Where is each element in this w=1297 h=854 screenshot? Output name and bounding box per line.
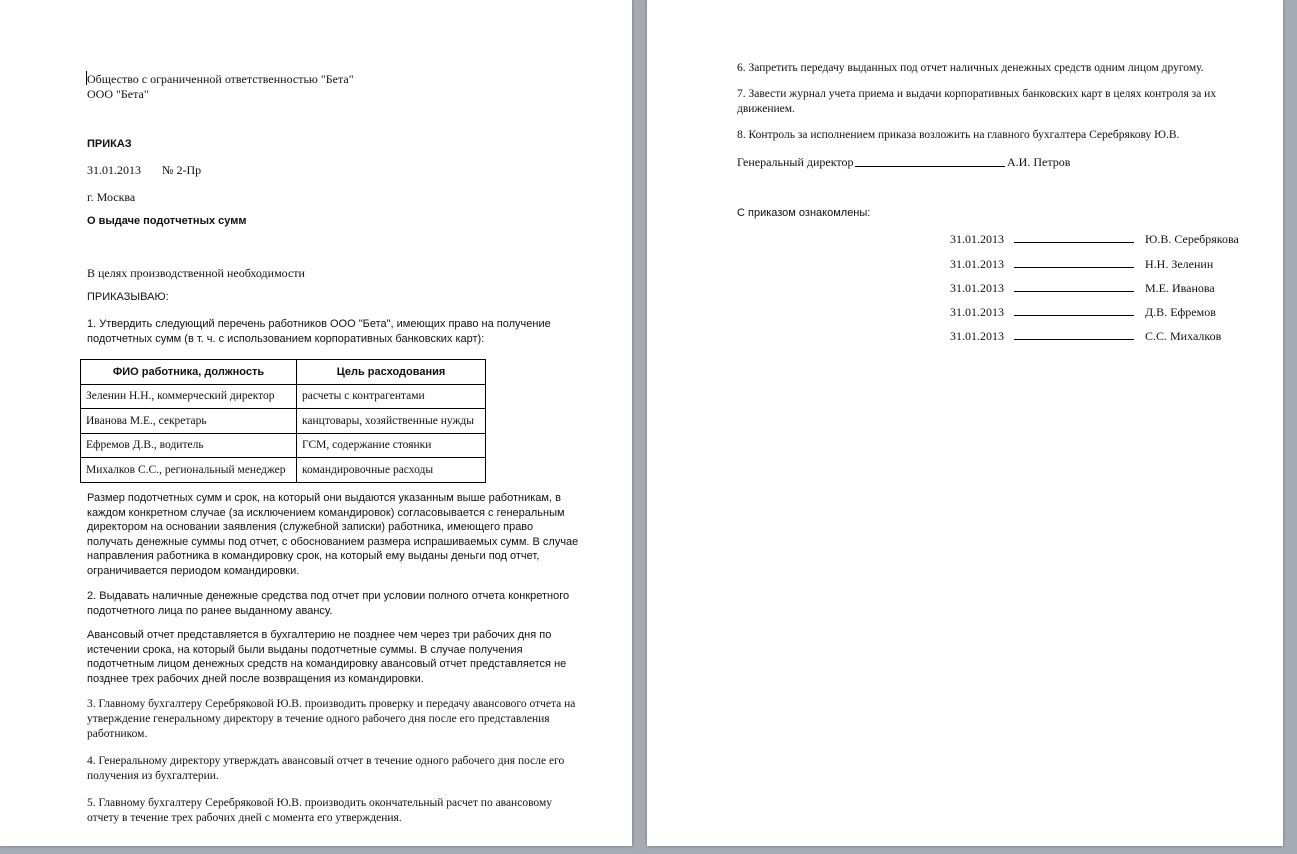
acquaint-name: Н.Н. Зеленин xyxy=(1145,257,1214,271)
acquaint-signature-line xyxy=(1014,291,1134,292)
purpose-cell: командировочные расходы xyxy=(297,458,486,483)
employees-table xyxy=(80,359,486,483)
signature-position: Генеральный директор xyxy=(737,155,854,169)
order-city: г. Москва xyxy=(87,190,136,204)
purpose-cell: ГСМ, содержание стоянки xyxy=(297,433,486,458)
employee-cell: Михалков С.С., региональный менеджер xyxy=(81,458,297,483)
signature-line xyxy=(855,166,1005,167)
column-header: ФИО работника, должность xyxy=(81,360,297,385)
acquainted-label: С приказом ознакомлены: xyxy=(737,207,871,219)
table-row xyxy=(81,409,486,434)
table-row xyxy=(81,433,486,458)
item-5: 5. Главному бухгалтеру Серебряковой Ю.В. производить окончательный расчет по авансовому отчету в течение трех рабочих дней с момента его утверждения. xyxy=(87,797,552,824)
order-subject: О выдаче подотчетных сумм xyxy=(87,215,247,227)
acquaint-signature-line xyxy=(1014,242,1134,243)
document-page-1 xyxy=(0,0,632,846)
order-purpose: В целях производственной необходимости xyxy=(87,266,305,280)
acquaint-date: 31.01.2013 xyxy=(950,329,1004,343)
order-number: № 2-Пр xyxy=(162,163,202,177)
order-date: 31.01.2013 xyxy=(87,163,141,177)
signature-name: А.И. Петров xyxy=(1007,155,1071,169)
acquaint-name: Ю.В. Серебрякова xyxy=(1145,232,1239,246)
paragraph-amount: Размер подотчетных сумм и срок, на который они выдаются указанным выше работникам, в каждом конкретном случае (за исключением командировок) согласовывается с генеральным директором на основании заявления (служебной записки) работника, имеющего право получать денежные суммы под отчет, с обоснованием размера испрашиваемых сумм. В случае направления работника в командировку срок, на который ему выданы деньги под отчет, ограничивается периодом командировки. xyxy=(87,492,579,577)
employee-cell: Ефремов Д.В., водитель xyxy=(81,433,297,458)
acquaint-date: 31.01.2013 xyxy=(950,305,1004,319)
item-1: 1. Утвердить следующий перечень работников ООО "Бета", имеющих право на получение подотчетных сумм (в т. ч. с использованием корпоративных банковских карт): xyxy=(87,318,551,345)
item-7: 7. Завести журнал учета приема и выдачи корпоративных банковских карт в целях контроля за их движением. xyxy=(737,88,1217,115)
org-short-name: ООО "Бета" xyxy=(87,87,149,101)
acquaint-signature-line xyxy=(1014,267,1134,268)
org-full-name: Общество с ограниченной ответственностью "Бета" xyxy=(87,72,354,86)
acquaint-signature-line xyxy=(1014,315,1134,316)
order-command: ПРИКАЗЫВАЮ: xyxy=(87,291,169,303)
item-4: 4. Генеральному директору утверждать авансовый отчет в течение одного рабочего дня после его получения из бухгалтерии. xyxy=(87,755,565,782)
item-8: 8. Контроль за исполнением приказа возложить на главного бухгалтера Серебрякову Ю.В. xyxy=(737,129,1180,141)
acquaint-date: 31.01.2013 xyxy=(950,281,1004,295)
employee-cell: Иванова М.Е., секретарь xyxy=(81,409,297,434)
column-header: Цель расходования xyxy=(297,360,486,385)
item-6: 6. Запретить передачу выданных под отчет наличных денежных средств одним лицом другому. xyxy=(737,62,1204,74)
table-header-row xyxy=(81,360,486,385)
acquaint-name: Д.В. Ефремов xyxy=(1145,305,1216,319)
table-row xyxy=(81,458,486,483)
purpose-cell: расчеты с контрагентами xyxy=(297,384,486,409)
paragraph-report: Авансовый отчет представляется в бухгалтерию не позднее чем через три рабочих дня по истечении срока, на который были выданы подотчетные суммы. В случае получения подотчетным лицом денежных средств на командировку авансовый отчет представляется не позднее трех рабочих дней после возвращения из командировки. xyxy=(87,629,567,685)
employee-cell: Зеленин Н.Н., коммерческий директор xyxy=(81,384,297,409)
acquaint-name: М.Е. Иванова xyxy=(1145,281,1215,295)
acquaint-signature-line xyxy=(1014,339,1134,340)
document-page-2 xyxy=(647,0,1283,846)
acquaint-date: 31.01.2013 xyxy=(950,232,1004,246)
table-row xyxy=(81,384,486,409)
purpose-cell: канцтовары, хозяйственные нужды xyxy=(297,409,486,434)
acquaint-name: С.С. Михалков xyxy=(1145,329,1222,343)
item-3: 3. Главному бухгалтеру Серебряковой Ю.В. производить проверку и передачу авансового отчета на утверждение генеральному директору в течение одного рабочего дня после его представления работником. xyxy=(87,698,576,740)
item-2: 2. Выдавать наличные денежные средства под отчет при условии полного отчета конкретного подотчетного лица по ранее выданному авансу. xyxy=(87,590,570,617)
acquaint-date: 31.01.2013 xyxy=(950,257,1004,271)
order-title: ПРИКАЗ xyxy=(87,138,132,150)
